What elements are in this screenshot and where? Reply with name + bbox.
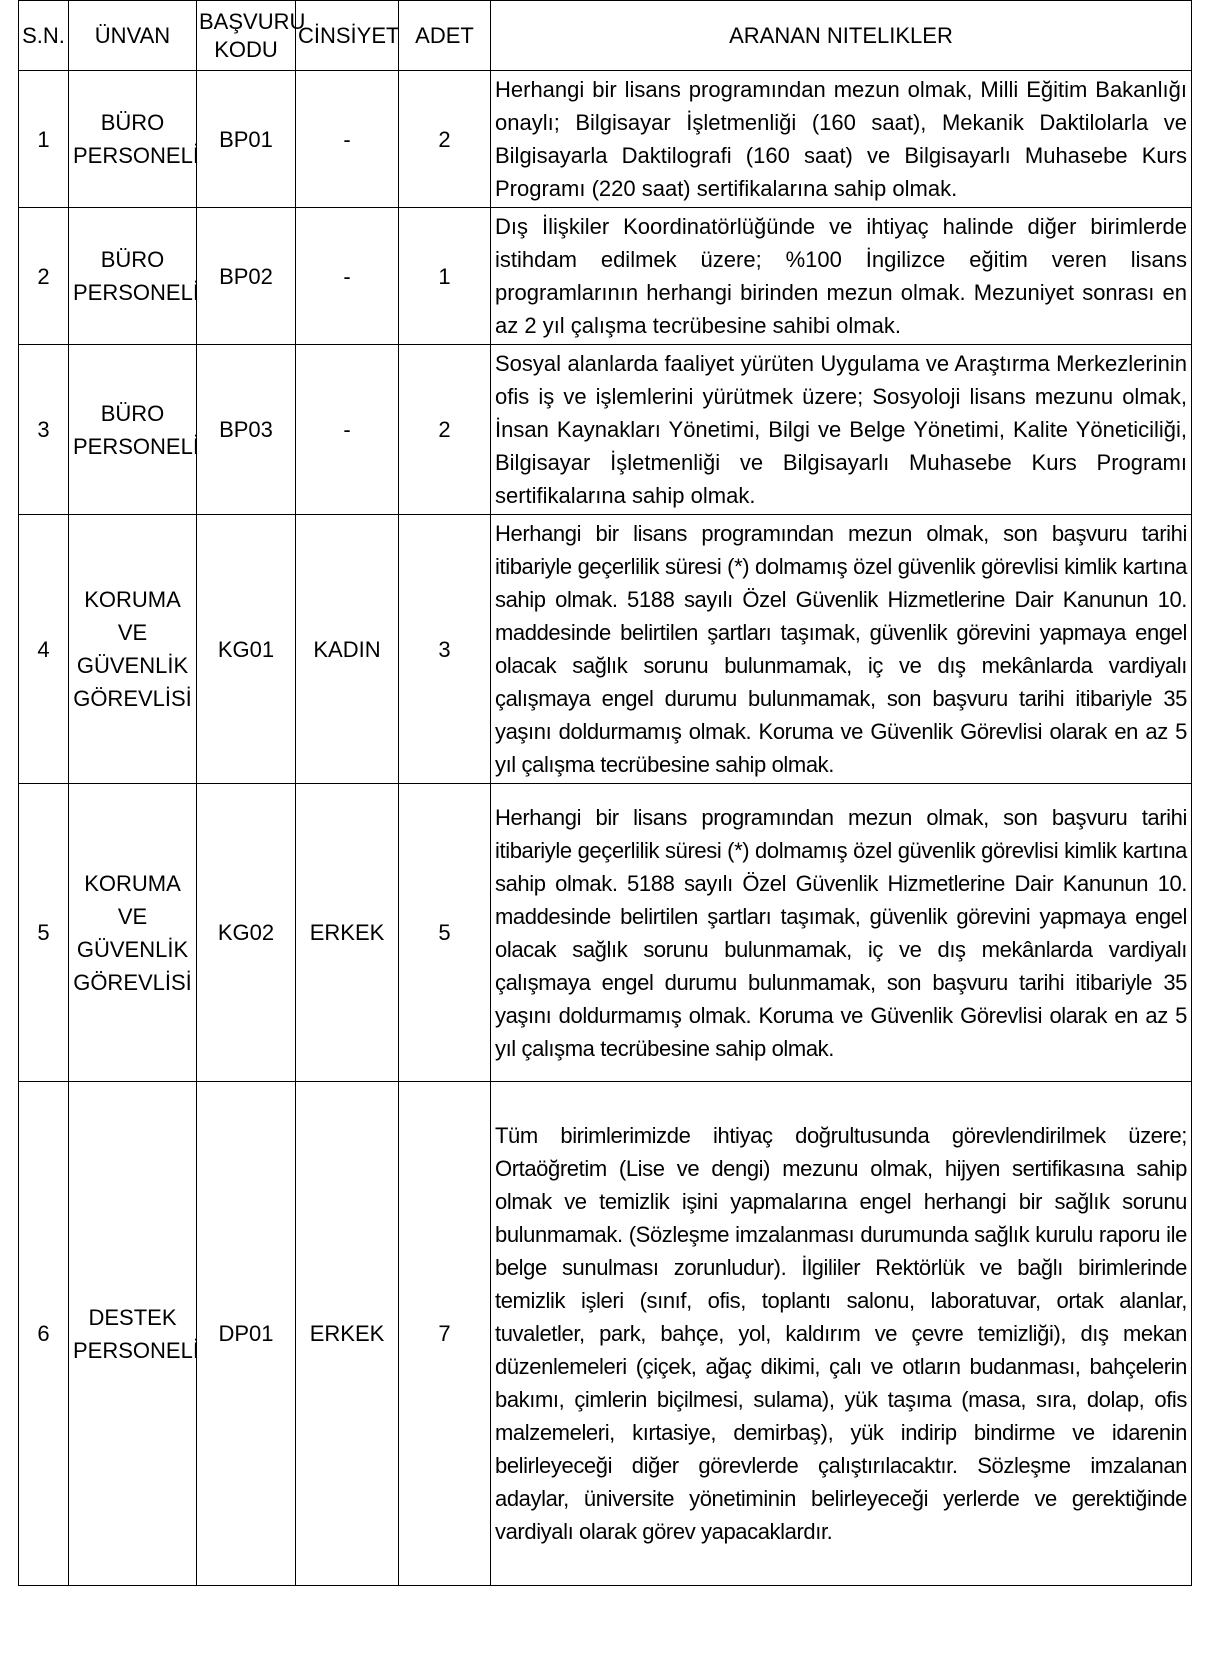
row-title: BÜRO PERSONELİ [69,345,197,515]
row-sn: 3 [19,345,69,515]
row-code: BP01 [197,71,296,208]
row-title: KORUMA VE GÜVENLİK GÖREVLİSİ [69,515,197,784]
row-count: 5 [399,784,491,1082]
row-code: KG02 [197,784,296,1082]
header-code: BAŞVURU KODU [197,1,296,71]
row-code: KG01 [197,515,296,784]
table-row [19,1082,1192,1586]
header-row [19,1,1192,71]
row-gender: KADIN [296,515,399,784]
header-qualifications: ARANAN NITELIKLER [491,1,1192,71]
table-row [19,784,1192,1082]
row-qualifications: Herhangi bir lisans programından mezun olmak, son başvuru tarihi itibariyle geçerlilik süresi (*) dolmamış özel güvenlik görevlisi kimlik kartına sahip olmak. 5188 sayılı Özel Güvenlik Hizmetlerine Dair Kanunun 10. maddesinde belirtilen şartları taşımak, güvenlik görevini yapmaya engel olacak sağlık sorunu bulunmamak, iç ve dış mekânlarda vardiyalı çalışmaya engel durumu bulunmamak, son başvuru tarihi itibariyle 35 yaşını doldurmamış olmak. Koruma ve Güvenlik Görevlisi olarak en az 5 yıl çalışma tecrübesine sahip olmak. [491,515,1192,784]
row-title: BÜRO PERSONELİ [69,71,197,208]
row-qualifications: Herhangi bir lisans programından mezun olmak, Milli Eğitim Bakanlığı onaylı; Bilgisayar İşletmenliği (160 saat), Mekanik Daktilolarla ve Bilgisayarla Daktilografi (160 saat) ve Bilgisayarlı Muhasebe Kurs Programı (220 saat) sertifikalarına sahip olmak. [491,71,1192,208]
row-count: 2 [399,345,491,515]
header-sn: S.N. [19,1,69,71]
row-sn: 4 [19,515,69,784]
table-row [19,515,1192,784]
row-code: BP03 [197,345,296,515]
row-sn: 6 [19,1082,69,1586]
positions-table [18,0,1192,1586]
row-title: BÜRO PERSONELİ [69,208,197,345]
header-gender: CİNSİYET [296,1,399,71]
header-title: ÜNVAN [69,1,197,71]
row-sn: 5 [19,784,69,1082]
row-count: 3 [399,515,491,784]
row-gender: ERKEK [296,784,399,1082]
row-code: BP02 [197,208,296,345]
row-title: DESTEK PERSONELİ [69,1082,197,1586]
row-title: KORUMA VE GÜVENLİK GÖREVLİSİ [69,784,197,1082]
row-gender: - [296,208,399,345]
row-qualifications: Dış İlişkiler Koordinatörlüğünde ve ihtiyaç halinde diğer birimlerde istihdam edilmek üzere; %100 İngilizce eğitim veren lisans programlarının herhangi birinden mezun olmak. Mezuniyet sonrası en az 2 yıl çalışma tecrübesine sahibi olmak. [491,208,1192,345]
row-gender: - [296,345,399,515]
row-sn: 1 [19,71,69,208]
header-count: ADET [399,1,491,71]
table-row [19,345,1192,515]
row-count: 1 [399,208,491,345]
row-gender: ERKEK [296,1082,399,1586]
table-row [19,71,1192,208]
row-qualifications: Tüm birimlerimizde ihtiyaç doğrultusunda görevlendirilmek üzere; Ortaöğretim (Lise ve dengi) mezunu olmak, hijyen sertifikasına sahip olmak ve temizlik işini yapmalarına engel herhangi bir sağlık sorunu bulunmamak. (Sözleşme imzalanması durumunda sağlık kurulu raporu ile belge sunulması zorunludur). İlgililer Rektörlük ve bağlı birimlerinde temizlik işleri (sınıf, ofis, toplantı salonu, laboratuvar, ortak alanlar, tuvaletler, park, bahçe, yol, kaldırım ve çevre temizliği), dış mekan düzenlemeleri (çiçek, ağaç dikimi, çalı ve otların budanması, bahçelerin bakımı, çimlerin biçilmesi, sulama), yük taşıma (masa, sıra, dolap, ofis malzemeleri, kırtasiye, demirbaş), yük indirip bindirme ve idarenin belirleyeceği diğer görevlerde çalıştırılacaktır. Sözleşme imzalanan adaylar, üniversite yönetiminin belirleyeceği yerlerde ve gerektiğinde vardiyalı olarak görev yapacaklardır. [491,1082,1192,1586]
row-code: DP01 [197,1082,296,1586]
row-qualifications: Sosyal alanlarda faaliyet yürüten Uygulama ve Araştırma Merkezlerinin ofis iş ve işlemlerini yürütmek üzere; Sosyoloji lisans mezunu olmak, İnsan Kaynakları Yönetimi, Bilgi ve Belge Yönetimi, Kalite Yöneticiliği, Bilgisayar İşletmenliği ve Bilgisayarlı Muhasebe Kurs Programı sertifikalarına sahip olmak. [491,345,1192,515]
row-qualifications: Herhangi bir lisans programından mezun olmak, son başvuru tarihi itibariyle geçerlilik süresi (*) dolmamış özel güvenlik görevlisi kimlik kartına sahip olmak. 5188 sayılı Özel Güvenlik Hizmetlerine Dair Kanunun 10. maddesinde belirtilen şartları taşımak, güvenlik görevini yapmaya engel olacak sağlık sorunu bulunmamak, iç ve dış mekânlarda vardiyalı çalışmaya engel durumu bulunmamak, son başvuru tarihi itibariyle 35 yaşını doldurmamış olmak. Koruma ve Güvenlik Görevlisi olarak en az 5 yıl çalışma tecrübesine sahip olmak. [491,784,1192,1082]
table-row [19,208,1192,345]
row-count: 2 [399,71,491,208]
row-gender: - [296,71,399,208]
row-sn: 2 [19,208,69,345]
row-count: 7 [399,1082,491,1586]
